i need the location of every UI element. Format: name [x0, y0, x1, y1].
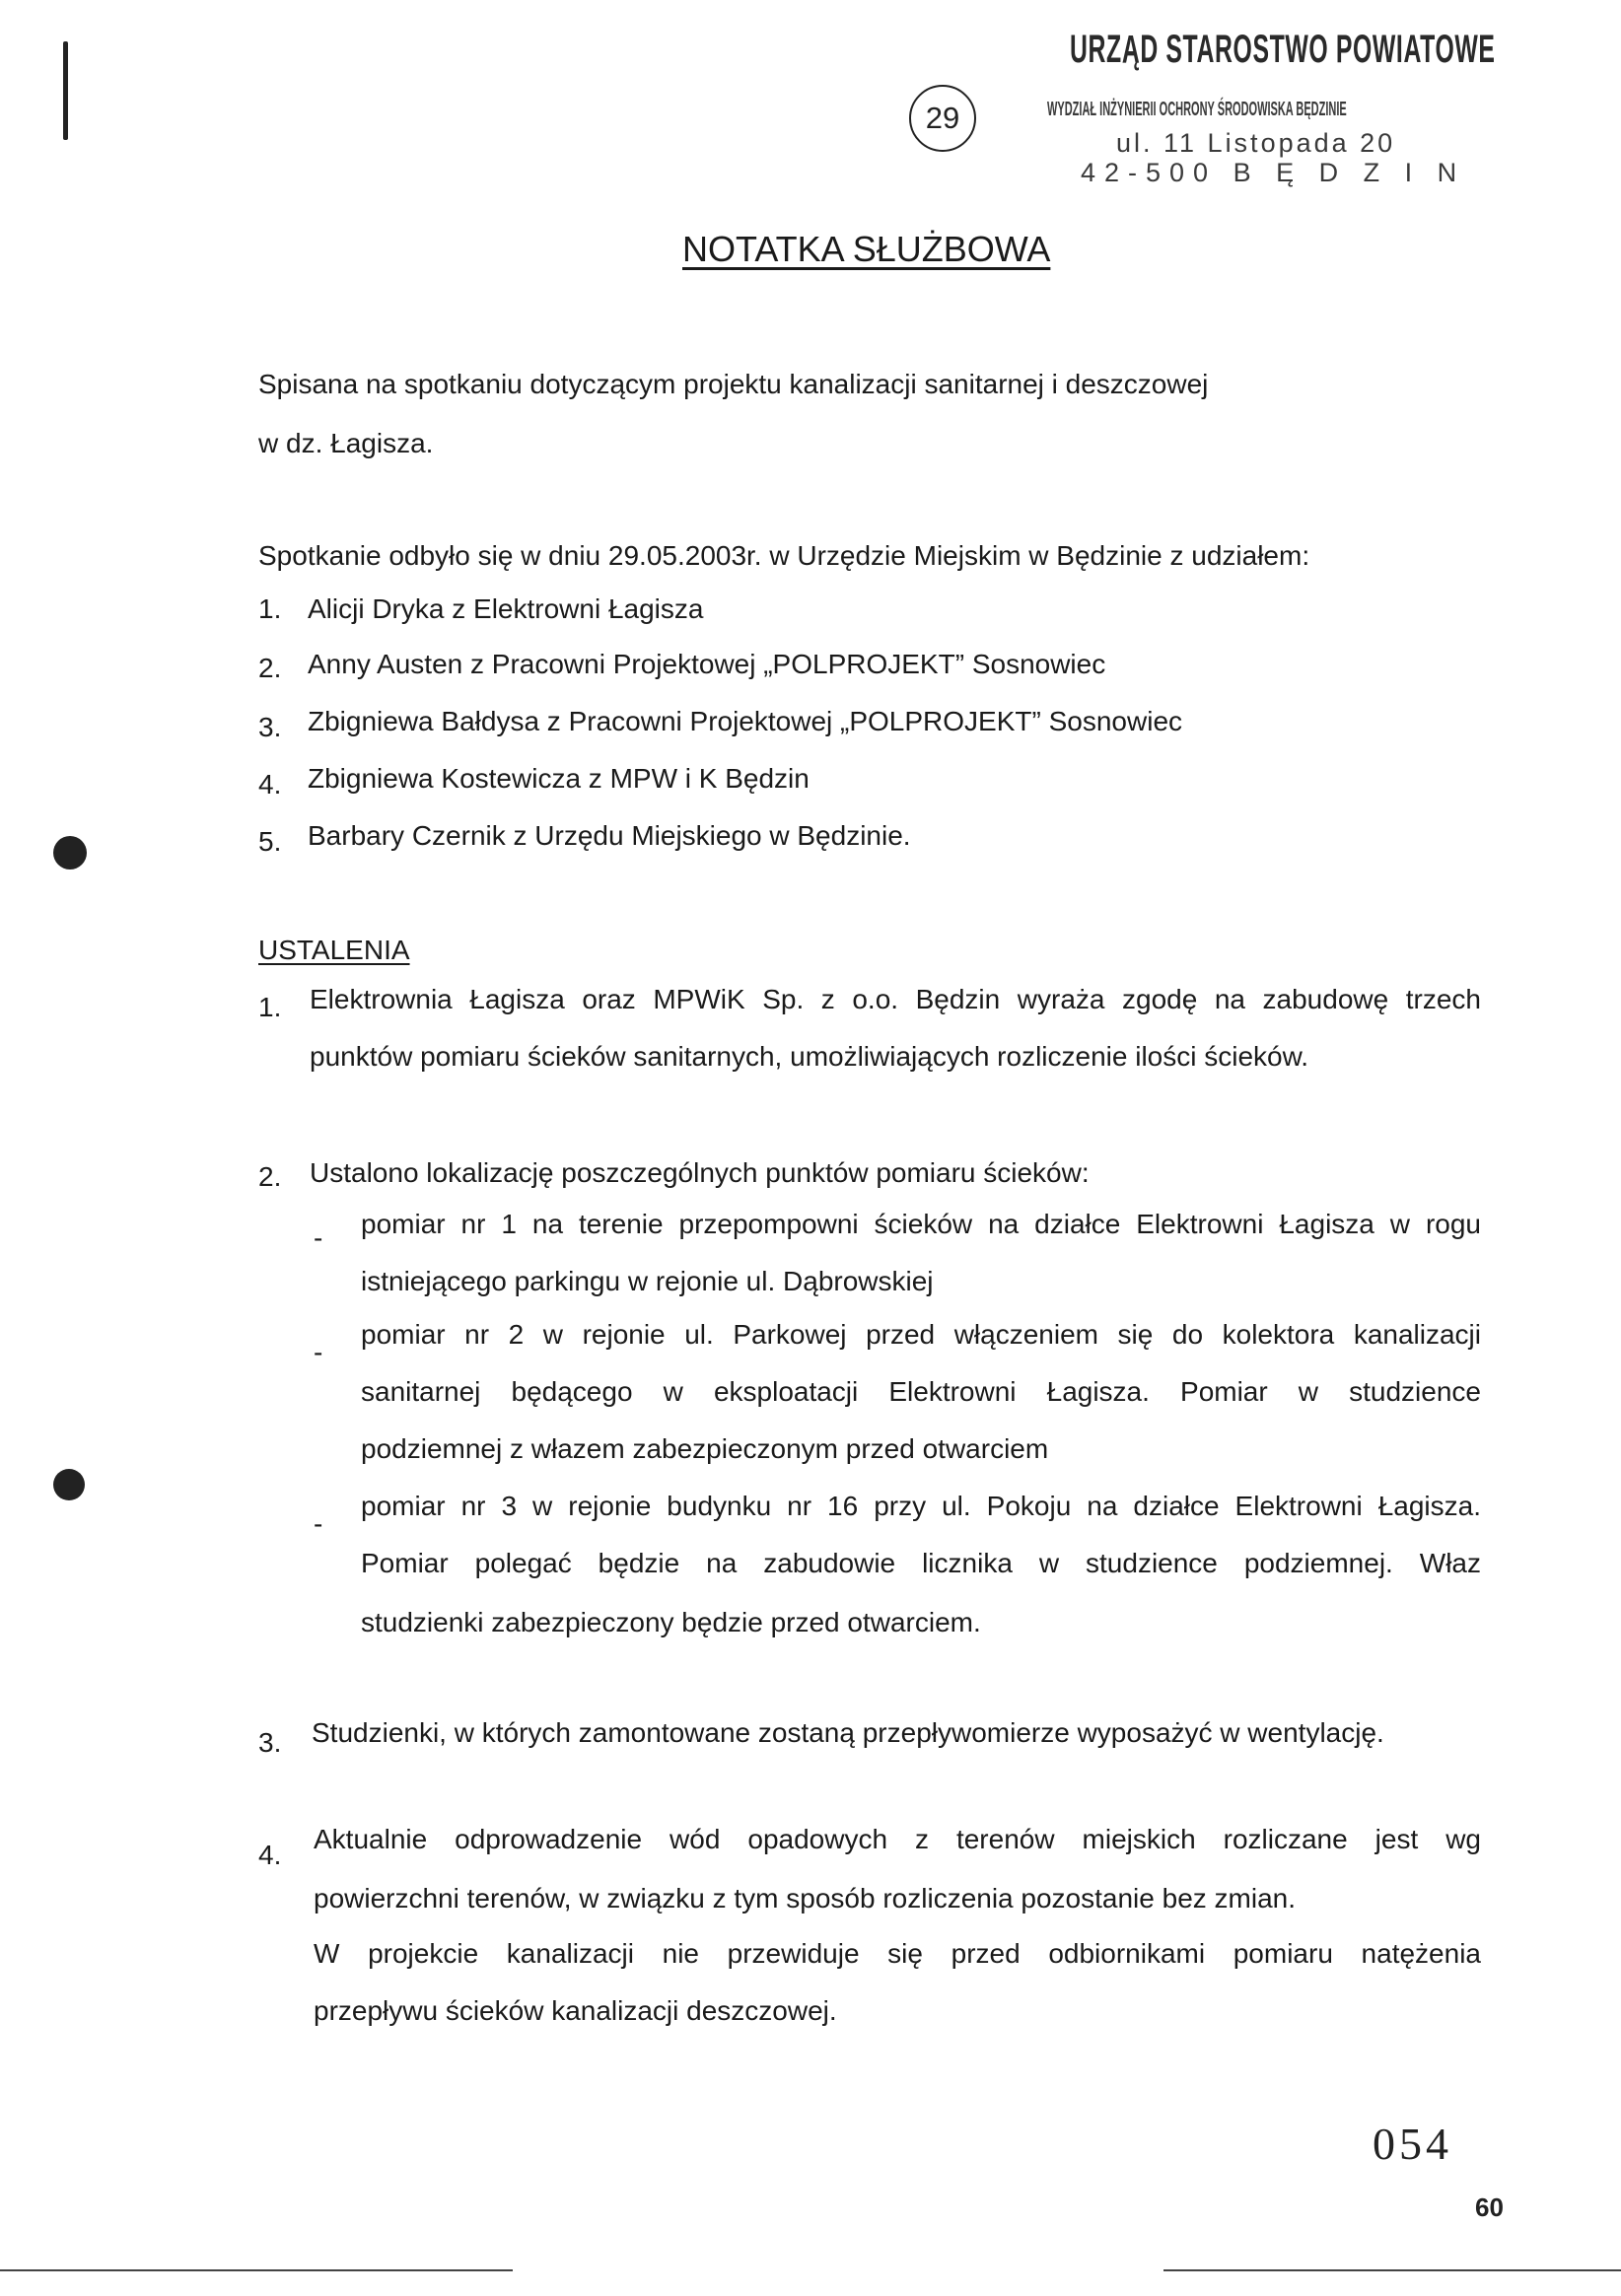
archive-number: 054: [1373, 2119, 1452, 2169]
bottom-divider-right: [1163, 2269, 1621, 2271]
sub-item-2-line-1: pomiar nr 2 w rejonie ul. Parkowej przed włączeniem się do kolektora kanalizacji: [361, 1319, 1481, 1350]
participant-number: 5.: [258, 826, 282, 857]
meeting-text: Spotkanie odbyło się w dniu 29.05.2003r. w Urzędzie Miejskim w Będzinie z udziałem:: [258, 540, 1310, 571]
scan-mark-hole-1: [53, 836, 87, 870]
list-dash: -: [314, 1337, 323, 1367]
participant-number: 1.: [258, 593, 282, 624]
stamp-dept-line: WYDZIAŁ INŻYNIERII OCHRONY ŚRODOWISKA BĘDZINIE: [1047, 99, 1347, 120]
list-dash: -: [314, 1222, 323, 1253]
participant-number: 4.: [258, 769, 282, 800]
ustalenia-heading: USTALENIA: [258, 935, 410, 965]
item-number: 2.: [258, 1161, 282, 1192]
intro-line-1: Spisana na spotkaniu dotyczącym projektu kanalizacji sanitarnej i deszczowej: [258, 369, 1209, 399]
participant-item: Barbary Czernik z Urzędu Miejskiego w Będzinie.: [308, 820, 911, 851]
page-number: 60: [1475, 2192, 1504, 2222]
sub-item-2-line-2: sanitarnej będącego w eksploatacji Elektrowni Łagisza. Pomiar w studzience: [361, 1376, 1481, 1407]
item-4-line-1: Aktualnie odprowadzenie wód opadowych z terenów miejskich rozliczane jest wg: [314, 1824, 1481, 1854]
item-1-line-2: punktów pomiaru ścieków sanitarnych, umożliwiających rozliczenie ilości ścieków.: [310, 1041, 1309, 1072]
stamp-office-line: URZĄD STAROSTWO POWIATOWE: [1070, 28, 1496, 71]
item-4-line-3: W projekcie kanalizacji nie przewiduje się przed odbiornikami pomiaru natężenia: [314, 1938, 1481, 1969]
item-number: 3.: [258, 1727, 282, 1758]
item-4-line-4: przepływu ścieków kanalizacji deszczowej.: [314, 1995, 837, 2026]
intro-line-2: w dz. Łagisza.: [258, 428, 434, 458]
stamp-address-line-1: ul. 11 Listopada 20: [1116, 128, 1396, 158]
participant-number: 3.: [258, 712, 282, 742]
sub-item-3-line-1: pomiar nr 3 w rejonie budynku nr 16 przy ul. Pokoju na działce Elektrowni Łagisza.: [361, 1491, 1481, 1521]
document-title: NOTATKA SŁUŻBOWA: [682, 229, 1051, 269]
sub-item-2-line-3: podziemnej z włazem zabezpieczonym przed otwarciem: [361, 1433, 1049, 1464]
sub-item-3-line-3: studzienki zabezpieczony będzie przed otwarciem.: [361, 1607, 981, 1637]
list-dash: -: [314, 1508, 323, 1539]
stamp-address-line-2: 42-500 B Ę D Z I N: [1081, 158, 1466, 187]
scan-mark-hole-2: [53, 1469, 85, 1500]
item-3-line-1: Studzienki, w których zamontowane zostaną przepływomierze wyposażyć w wentylację.: [312, 1717, 1384, 1748]
item-2-line-1: Ustalono lokalizację poszczególnych punktów pomiaru ścieków:: [310, 1157, 1090, 1188]
participant-item: Zbigniewa Kostewicza z MPW i K Będzin: [308, 763, 810, 794]
sub-item-1-line-1: pomiar nr 1 na terenie przepompowni ścieków na działce Elektrowni Łagisza w rogu: [361, 1209, 1481, 1239]
participant-number: 2.: [258, 653, 282, 683]
item-number: 4.: [258, 1840, 282, 1870]
sub-item-3-line-2: Pomiar polegać będzie na zabudowie licznika w studzience podziemnej. Właz: [361, 1548, 1481, 1578]
participant-item: Alicji Dryka z Elektrowni Łagisza: [308, 593, 704, 624]
item-1-line-1: Elektrownia Łagisza oraz MPWiK Sp. z o.o. Będzin wyraża zgodę na zabudowę trzech: [310, 984, 1481, 1014]
participant-item: Zbigniewa Bałdysa z Pracowni Projektowej „POLPROJEKT” Sosnowiec: [308, 706, 1183, 736]
sub-item-1-line-2: istniejącego parkingu w rejonie ul. Dąbrowskiej: [361, 1266, 934, 1296]
item-4-line-2: powierzchni terenów, w związku z tym sposób rozliczenia pozostanie bez zmian.: [314, 1883, 1297, 1913]
circled-number: 29: [909, 85, 976, 152]
participant-item: Anny Austen z Pracowni Projektowej „POLPROJEKT” Sosnowiec: [308, 649, 1106, 679]
item-number: 1.: [258, 992, 282, 1022]
scan-mark-top-left: [63, 41, 68, 140]
bottom-divider-left: [0, 2269, 513, 2271]
